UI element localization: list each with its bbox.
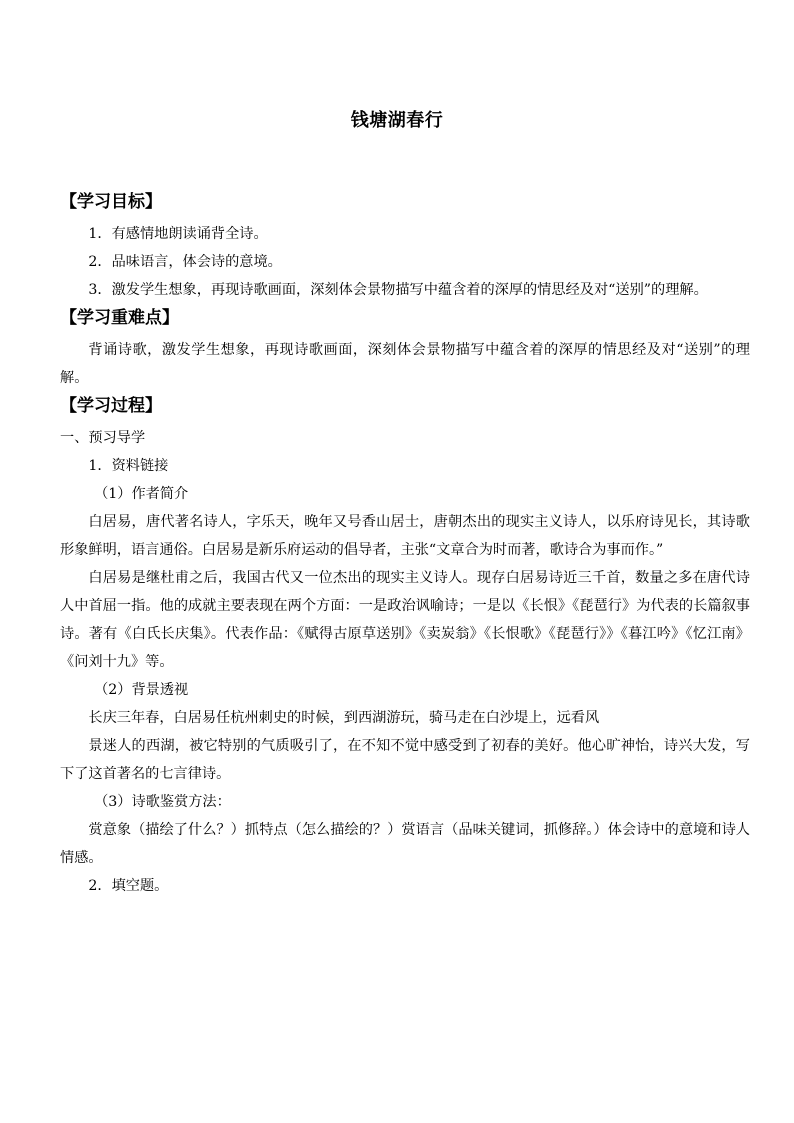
section-heading-key-points: 【学习重难点】 [60, 308, 179, 328]
process-part-heading: 一、预习导学 [60, 430, 146, 446]
author-paragraph-2: 白居易是继杜甫之后，我国古代又一位杰出的现实主义诗人。现存白居易诗近三千首，数量之多在唐代诗人中首屈一指。他的成就主要表现在两个方面：一是政治讽喻诗；一是以《长恨》《琵琶行》为代表的长篇叙事诗。著有《白氏长庆集》。代表作品：《赋得古原草送别》《卖炭翁》《长恨歌》《琵琶行》》《暮江吟》《忆江南》《问刘十九》等。 [60, 570, 750, 670]
method-paragraph: 赏意象（描绘了什么？）抓特点（怎么描绘的？）赏语言（品味关键词，抓修辞。）体会诗中的意境和诗人情感。 [60, 822, 750, 866]
goal-item-3: 3．激发学生想象，再现诗歌画面，深刻体会景物描写中蕴含着的深厚的情思经及对“送别”的理解。 [88, 282, 708, 298]
background-line-2: 景迷人的西湖，被它特别的气质吸引了，在不知不觉中感受到了初春的美好。他心旷神怡，诗兴大发，写下了这首著名的七言律诗。 [60, 738, 750, 782]
document-title: 钱塘湖春行 [350, 110, 444, 131]
author-paragraph-1: 白居易，唐代著名诗人，字乐天，晚年又号香山居士，唐朝杰出的现实主义诗人，以乐府诗见长，其诗歌形象鲜明，语言通俗。白居易是新乐府运动的倡导者，主张“文章合为时而著，歌诗合为事而作。” [60, 514, 750, 558]
background-line-1: 长庆三年春，白居易任杭州刺史的时候，到西湖游玩，骑马走在白沙堤上，远看风 [88, 710, 600, 726]
process-subheading-method: （3）诗歌鉴赏方法： [94, 794, 231, 810]
process-subheading-background: （2）背景透视 [94, 682, 189, 698]
process-subheading-author: （1）作者简介 [94, 486, 189, 502]
section-heading-goals: 【学习目标】 [60, 192, 162, 212]
key-points-paragraph: 背诵诗歌，激发学生想象，再现诗歌画面，深刻体会景物描写中蕴含着的深厚的情思经及对“送别”的理解。 [60, 342, 750, 386]
document-body [60, 188, 750, 900]
goal-item-2: 2．品味语言，体会诗的意境。 [88, 254, 282, 270]
fill-in-blank-heading: 2．填空题。 [88, 878, 169, 894]
process-subheading-materials: 1．资料链接 [88, 458, 169, 474]
goal-item-1: 1．有感情地朗读诵背全诗。 [88, 226, 268, 242]
section-heading-process: 【学习过程】 [60, 396, 162, 416]
